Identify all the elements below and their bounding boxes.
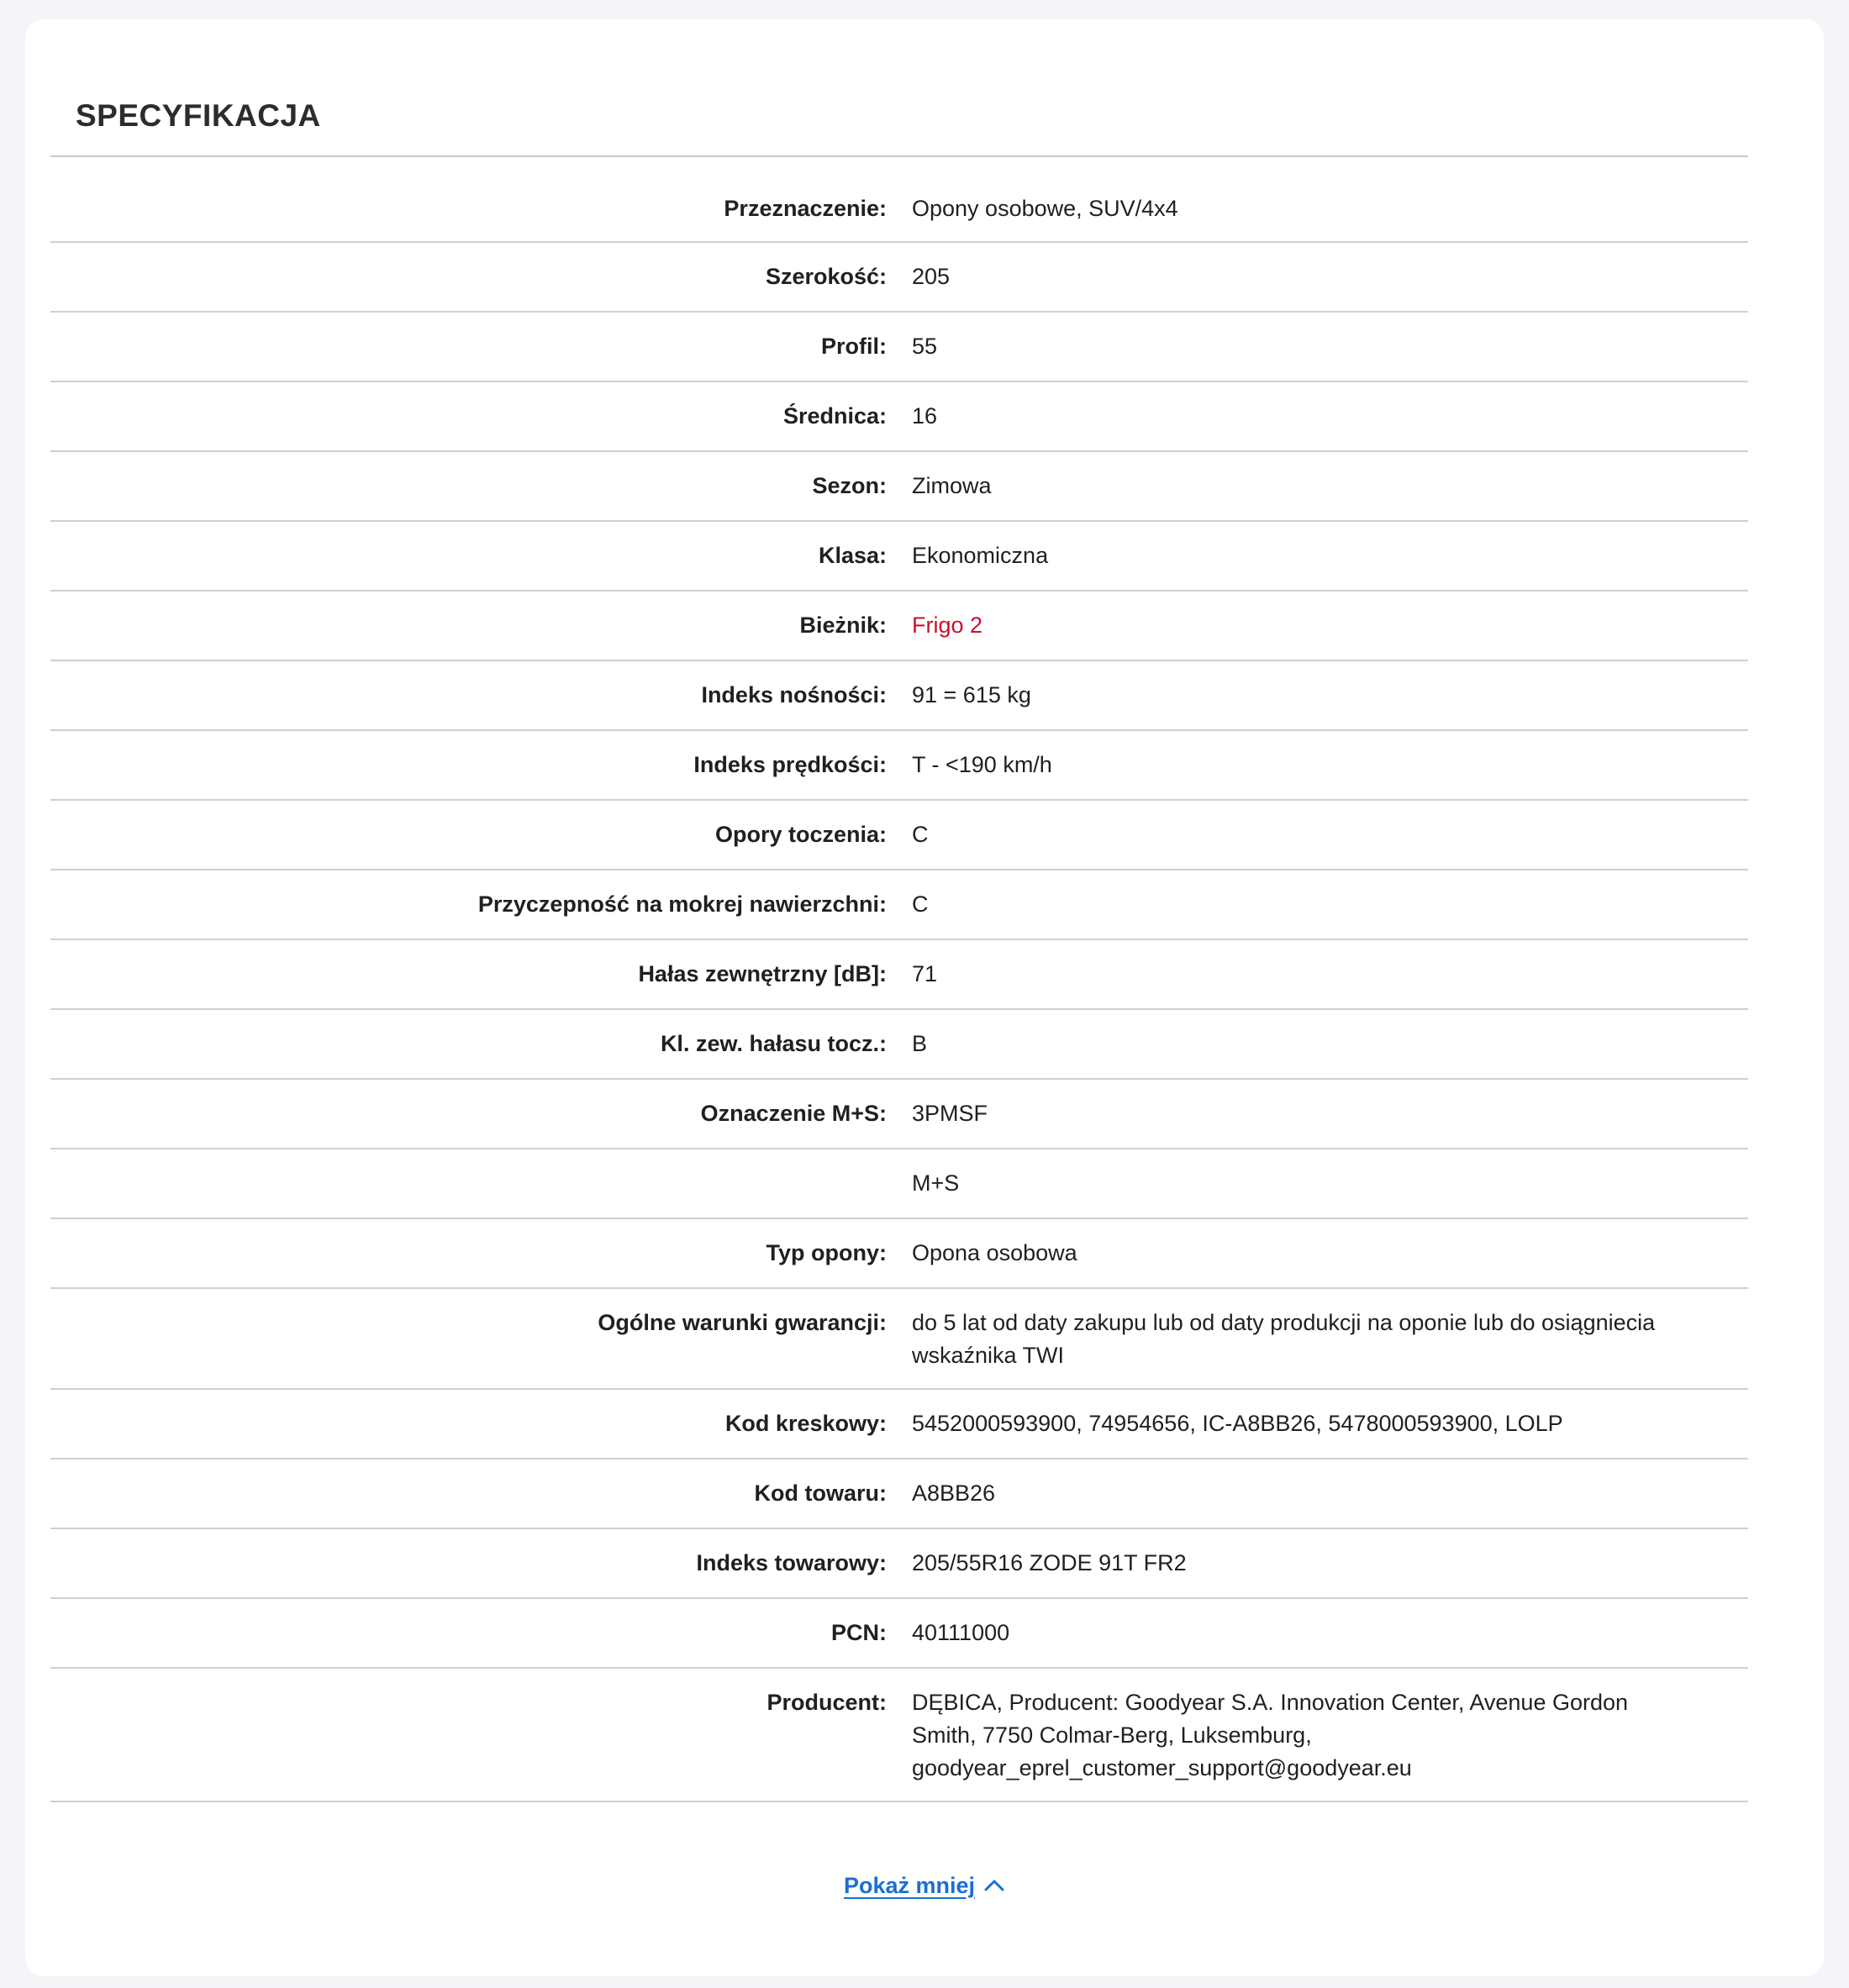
spec-row-season (50, 452, 1748, 522)
spec-value: B (912, 1031, 928, 1056)
spec-row-rolling-resistance (50, 801, 1748, 870)
spec-label: Kl. zew. hałasu tocz.: (660, 1031, 887, 1056)
spec-row-barcode (50, 1390, 1748, 1459)
spec-value: C (912, 822, 929, 847)
spec-value: T - <190 km/h (912, 752, 1052, 777)
spec-value: do 5 lat od daty zakupu lub od daty produkcji na oponie lub do osiągniecia wskaźnika TWI (912, 1310, 1656, 1368)
spec-value: 205 (912, 264, 951, 289)
spec-row-ms-marking (50, 1080, 1748, 1149)
spec-label: Średnica: (782, 403, 887, 429)
spec-label: Przyczepność na mokrej nawierzchni: (477, 891, 887, 917)
spec-row-diameter (50, 382, 1748, 452)
spec-value: 16 (912, 403, 938, 429)
show-less-link[interactable] (844, 1869, 1005, 1902)
spec-row-profile (50, 313, 1748, 382)
spec-value: 205/55R16 ZODE 91T FR2 (912, 1550, 1187, 1575)
spec-value: M+S (912, 1170, 960, 1196)
spec-label: Indeks towarowy: (696, 1550, 887, 1575)
spec-row-warranty (50, 1289, 1748, 1390)
spec-value: C (912, 891, 929, 917)
spec-value: 55 (912, 334, 938, 359)
spec-label: Hałas zewnętrzny [dB]: (638, 961, 887, 986)
spec-row-external-noise (50, 940, 1748, 1010)
spec-label: Profil: (821, 334, 887, 359)
spec-label: Opory toczenia: (714, 822, 887, 847)
spec-label: Indeks nośności: (701, 682, 887, 707)
spec-value: Opony osobowe, SUV/4x4 (912, 196, 1178, 221)
section-title: SPECYFIKACJA (76, 98, 321, 133)
spec-label: Oznaczenie M+S: (700, 1101, 887, 1126)
spec-label: Kod towaru: (754, 1480, 887, 1506)
chevron-up-icon (983, 1877, 1005, 1894)
spec-value: Opona osobowa (912, 1240, 1077, 1265)
spec-row-noise-class (50, 1010, 1748, 1080)
spec-row-product-index (50, 1529, 1748, 1599)
spec-label: PCN: (831, 1620, 887, 1645)
spec-label: Ogólne warunki gwarancji: (598, 1310, 887, 1335)
show-less-label: Pokaż mniej (843, 1873, 976, 1898)
spec-value: A8BB26 (912, 1480, 996, 1506)
spec-label: Typ opony: (766, 1240, 887, 1265)
spec-row-class (50, 522, 1748, 592)
show-less-container (0, 1869, 1849, 1902)
spec-value: DĘBICA, Producent: Goodyear S.A. Innovation Center, Avenue Gordon Smith, 7750 Colmar-Berg, Luksemburg, goodyear_eprel_customer_support@goodyear.eu (912, 1690, 1629, 1780)
spec-label: Kod kreskowy: (724, 1411, 887, 1436)
spec-row-width (50, 243, 1748, 313)
spec-value: 5452000593900, 74954656, IC-A8BB26, 5478000593900, LOLP (912, 1411, 1563, 1436)
tread-link[interactable]: Frigo 2 (912, 613, 983, 638)
spec-row-purpose (50, 157, 1748, 243)
spec-label: Szerokość: (765, 264, 887, 289)
spec-row-pcn (50, 1599, 1748, 1669)
spec-row-manufacturer (50, 1669, 1748, 1802)
spec-row-speed-index (50, 731, 1748, 801)
spec-row-product-code (50, 1459, 1748, 1529)
spec-value: 91 = 615 kg (912, 682, 1031, 707)
spec-value: 71 (912, 961, 938, 986)
spec-label: Klasa: (818, 543, 887, 568)
specification-table (50, 155, 1748, 1802)
spec-row-load-index (50, 661, 1748, 731)
spec-label: Sezon: (812, 473, 887, 498)
spec-row-wet-grip (50, 870, 1748, 940)
spec-value: Ekonomiczna (912, 543, 1049, 568)
spec-label: Bieżnik: (799, 613, 887, 638)
spec-label: Indeks prędkości: (693, 752, 887, 777)
spec-value: 40111000 (912, 1620, 1010, 1645)
spec-label: Producent: (766, 1690, 887, 1715)
spec-value: Zimowa (912, 473, 992, 498)
spec-row-ms-marking-extra (50, 1149, 1748, 1219)
spec-label: Przeznaczenie: (724, 196, 887, 221)
spec-row-tread (50, 592, 1748, 661)
spec-value: 3PMSF (912, 1101, 988, 1126)
spec-row-tire-type (50, 1219, 1748, 1289)
